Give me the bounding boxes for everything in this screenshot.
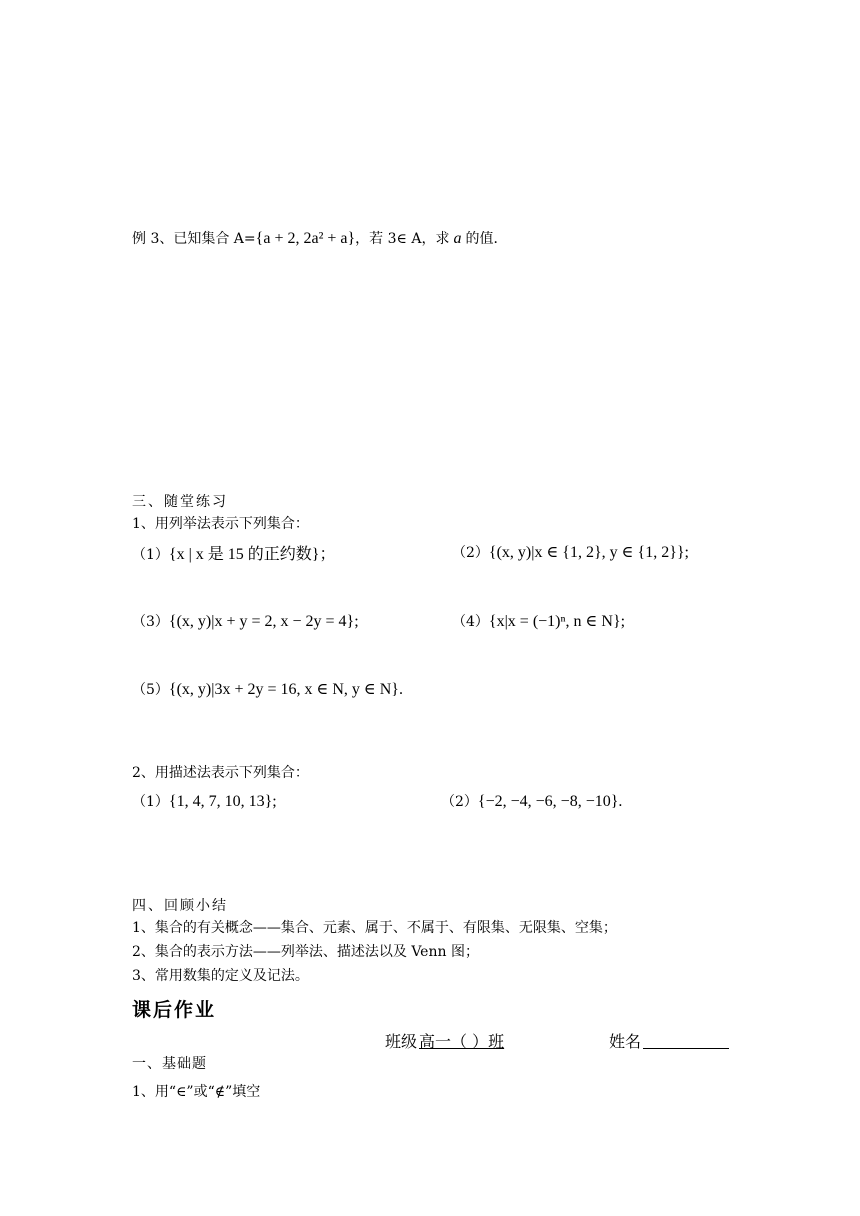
homework-question-1: 1、用“∈”或“∉”填空 bbox=[132, 1084, 261, 1100]
item-expression: {(x, y)|3x + 2y = 16, x ∈ N, y ∈ N}. bbox=[168, 681, 403, 698]
summary-line-3: 3、常用数集的定义及记法。 bbox=[132, 968, 309, 984]
summary-line-1: 1、集合的有关概念——集合、元素、属于、不属于、有限集、无限集、空集； bbox=[132, 920, 617, 936]
class-field bbox=[385, 1029, 504, 1052]
exercise-1-title: 1、用列举法表示下列集合： bbox=[132, 516, 309, 532]
example-3 bbox=[132, 229, 507, 249]
section-3-heading: 三、随堂练习 bbox=[132, 494, 228, 510]
item-number: （2） bbox=[452, 545, 489, 561]
summary-line-2: 2、集合的表示方法——列举法、描述法以及 Venn 图； bbox=[132, 944, 479, 960]
name-field bbox=[609, 1029, 729, 1052]
item-number: （2） bbox=[441, 794, 478, 810]
example-3-variable: a bbox=[449, 230, 466, 247]
item-expression: {−2, −4, −6, −8, −10}. bbox=[477, 793, 623, 810]
example-3-set: {a + 2, 2a² + a} bbox=[255, 230, 356, 247]
item-number: （1） bbox=[132, 794, 169, 810]
exercise-2-item-1 bbox=[132, 792, 277, 812]
item-expression: {1, 4, 7, 10, 13}; bbox=[168, 793, 277, 810]
item-expression: {x | x 是 15 的正约数}； bbox=[168, 546, 336, 563]
class-label: 班级 bbox=[385, 1032, 418, 1051]
exercise-1-item-5 bbox=[132, 680, 403, 700]
item-expression: {(x, y)|x ∈ {1, 2}, y ∈ {1, 2}}; bbox=[488, 544, 689, 561]
exercise-2-item-2 bbox=[441, 792, 622, 812]
exercise-1-item-2 bbox=[452, 543, 689, 563]
basic-heading: 一、基础题 bbox=[132, 1056, 207, 1072]
homework-title: 课后作业 bbox=[132, 999, 217, 1021]
item-number: （1） bbox=[132, 547, 169, 563]
example-3-condition: ，若 3∈ A，求 bbox=[355, 231, 450, 247]
exercise-1-item-4 bbox=[452, 612, 625, 632]
item-number: （4） bbox=[452, 614, 489, 630]
name-blank[interactable] bbox=[643, 1032, 729, 1049]
item-number: （5） bbox=[132, 682, 169, 698]
class-value: 高一（ ）班 bbox=[419, 1032, 505, 1051]
name-label: 姓名 bbox=[609, 1032, 642, 1051]
item-number: （3） bbox=[132, 614, 169, 630]
item-expression: {(x, y)|x + y = 2, x − 2y = 4}; bbox=[168, 613, 359, 630]
exercise-2-title: 2、用描述法表示下列集合： bbox=[132, 765, 309, 781]
example-3-label: 例 3、已知集合 A= bbox=[132, 231, 256, 247]
item-expression: {x|x = (−1)ⁿ, n ∈ N}; bbox=[488, 613, 626, 630]
exercise-1-item-1 bbox=[132, 545, 336, 565]
exercise-1-item-3 bbox=[132, 612, 359, 632]
section-4-heading: 四、回顾小结 bbox=[132, 898, 228, 914]
example-3-ask: 的值． bbox=[465, 231, 508, 247]
